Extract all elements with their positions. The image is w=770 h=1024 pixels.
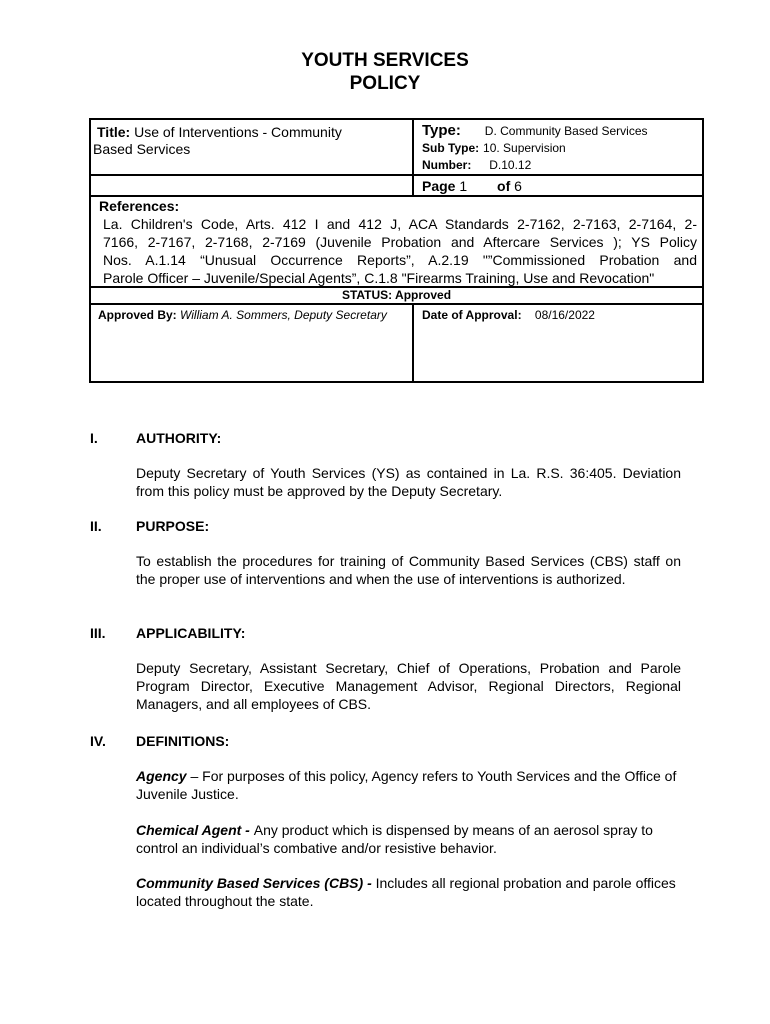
- approval-date-value: 08/16/2022: [534, 308, 595, 322]
- references-block: [99, 197, 697, 287]
- definition-separator: –: [186, 768, 203, 784]
- title-label: Title:: [97, 124, 131, 140]
- type-cell: [422, 122, 702, 173]
- section-number: I.: [90, 430, 98, 446]
- section-heading: PURPOSE:: [136, 518, 210, 534]
- definition-text: Includes all regional probation and parole offices located throughout the state.: [136, 875, 676, 909]
- divider-vertical-bottom: [412, 303, 414, 381]
- approved-by-label: Approved By:: [98, 308, 177, 322]
- document-title: [0, 49, 770, 95]
- section-heading: DEFINITIONS:: [136, 733, 230, 749]
- of-label: of: [497, 178, 511, 194]
- definition-term: Agency: [136, 768, 187, 784]
- definition-term: Chemical Agent -: [136, 822, 254, 838]
- section-heading: AUTHORITY:: [136, 430, 222, 446]
- title-line-2: POLICY: [349, 73, 421, 94]
- subtype-value: 10. Supervision: [483, 141, 566, 155]
- section-number: IV.: [90, 733, 106, 749]
- approval-date-cell: [422, 308, 595, 323]
- references-line: La. Children's Code, Arts. 412 I and 412 J, ACA Standards 2-7162, 2-7163, 2-7164, 2-: [103, 216, 697, 232]
- references-line: Parole Officer – Juvenile/Special Agents”, C.1.8 "Firearms Training, Use and Revocation": [103, 270, 655, 286]
- divider-horizontal-1: [91, 174, 702, 176]
- title-value-1: Use of Interventions - Community: [134, 124, 342, 140]
- section-heading: APPLICABILITY:: [136, 625, 246, 641]
- section-body: Deputy Secretary of Youth Services (YS) as contained in La. R.S. 36:405. Deviation from this policy must be approved by the Deputy Secretary.: [136, 465, 681, 499]
- section-number: II.: [90, 518, 102, 534]
- status-line: STATUS: Approved: [341, 288, 452, 302]
- section-body: Deputy Secretary, Assistant Secretary, Chief of Operations, Probation and Parole Program Director, Executive Management Advisor, Regional Directors, Regional Managers, and all employees of CBS.: [136, 660, 681, 712]
- number-value: D.10.12: [489, 158, 532, 172]
- section-body: To establish the procedures for training of Community Based Services (CBS) staff on the proper use of interventions and when the use of interventions is authorized.: [136, 553, 681, 587]
- policy-header-table: [89, 118, 704, 383]
- type-value: D. Community Based Services: [484, 124, 648, 138]
- of-value: 6: [514, 178, 522, 194]
- definition-agency: [136, 767, 681, 803]
- type-label: Type:: [422, 122, 461, 139]
- divider-vertical-top: [412, 120, 414, 197]
- divider-horizontal-3: [91, 303, 702, 305]
- references-line: Nos. A.1.14 “Unusual Occurrence Reports”, A.2.19 "”Commissioned Probation and: [103, 252, 697, 268]
- page-cell: [422, 178, 522, 195]
- subtype-label: Sub Type:: [422, 141, 480, 155]
- references-label: References:: [99, 198, 180, 214]
- definition-term: Community Based Services (CBS) -: [136, 875, 376, 891]
- page-label: Page: [422, 178, 456, 194]
- definition-text: Any product which is dispensed by means of an aerosol spray to control an individual’s combative and/or resistive behavior.: [136, 822, 653, 856]
- approved-by-cell: [98, 308, 410, 323]
- approved-by-value: William A. Sommers, Deputy Secretary: [180, 308, 387, 322]
- number-label: Number:: [422, 158, 472, 172]
- title-value-2: Based Services: [93, 141, 191, 157]
- section-number: III.: [90, 625, 106, 641]
- approval-date-label: Date of Approval:: [422, 308, 522, 322]
- definition-cbs: [136, 874, 681, 910]
- page-value: 1: [459, 178, 468, 194]
- definition-chemical-agent: [136, 821, 681, 857]
- definition-text: For purposes of this policy, Agency refers to Youth Services and the Office of Juvenile Justice.: [136, 768, 677, 802]
- references-text: [99, 215, 697, 287]
- title-cell: [93, 124, 407, 158]
- title-line-1: YOUTH SERVICES: [301, 50, 469, 71]
- references-line: 7166, 2-7167, 2-7168, 2-7169 (Juvenile Probation and Aftercare Services ); YS Policy: [103, 234, 697, 250]
